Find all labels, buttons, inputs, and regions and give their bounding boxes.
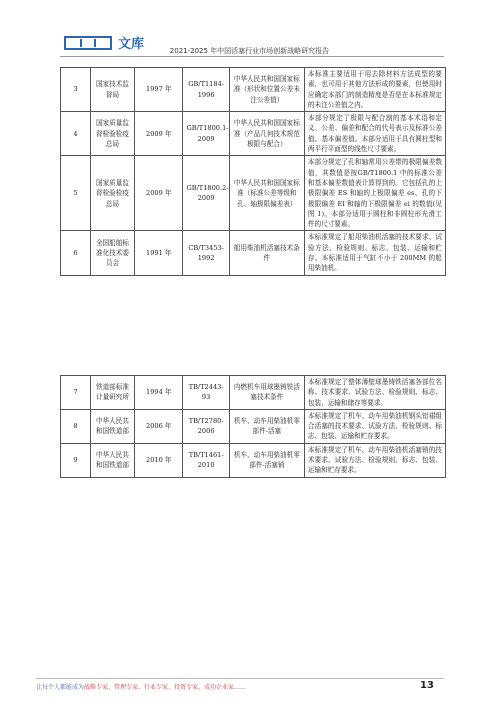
issuing-body: 铁道部标准计量研究所 (90, 376, 134, 410)
table-row (61, 231, 446, 275)
footer-lead: 让每个人都能成为 (36, 684, 85, 691)
standard-code: TB/T1461-2010 (183, 443, 229, 477)
issuing-body: 国家技术监督局 (90, 68, 134, 112)
footer-trail: …… (234, 684, 247, 691)
issuing-body: 中华人民共和国铁道部 (90, 409, 134, 443)
issue-year: 1991 年 (135, 231, 183, 275)
issue-year: 2010 年 (135, 443, 183, 477)
standard-code: GB/T1184-1996 (183, 68, 229, 112)
standard-name: 机车、动车用柴油机零部件-活塞 (229, 409, 304, 443)
standards-table-2 (60, 375, 446, 478)
table-row (61, 156, 446, 231)
issue-year: 2006 年 (135, 409, 183, 443)
table-row (61, 68, 446, 112)
standard-description: 本部分规定了孔和轴常用公差带的极限偏差数值，其数值是按GB/T1800.1 中的标准公差和基本偏差数值表计算得到的。它包括孔的上极限偏差 ES 和轴的上极限偏差 es、孔的下极限偏差 EI 和轴的下极限偏差 ei 的数值(见图 1)。本部分适用于圆柱和非圆柱形光滑工件的尺寸要素。 (304, 156, 445, 231)
row-number: 3 (61, 68, 91, 112)
issue-year: 2009 年 (135, 112, 183, 156)
footer-slogan (36, 682, 246, 691)
standards-table-1 (60, 67, 446, 276)
footer-roles: 战略专家、管理专家、行业专家、投资专家、成功企业家 (84, 684, 235, 691)
table-row (61, 443, 446, 477)
standard-name: 机车、动车用柴油机零部件-活塞销 (229, 443, 304, 477)
row-number: 4 (61, 112, 91, 156)
table-row (61, 409, 446, 443)
issuing-body: 全国船舶标准化技术委员会 (90, 231, 134, 275)
footer-divider (36, 678, 444, 679)
standard-description: 本标准规定了机车、动车用柴油机钢头铝裙组合活塞的技术要求、试验方法、检验规则、标志、包装、运输和贮存要求。 (304, 409, 445, 443)
document-title: 2021-2025 年中国活塞行业市场创新战略研究报告 (169, 47, 330, 55)
standard-name: 中华人民共和国国家标准（产品几何技术规范极限与配合） (229, 112, 304, 156)
page-header (0, 0, 499, 60)
issue-year: 2009 年 (135, 156, 183, 231)
issuing-body: 国家质量监督检验检疫总局 (90, 112, 134, 156)
standard-name: 内燃机车用球墨铸铁活塞技术条件 (229, 376, 304, 410)
standard-description: 本标准规定了船用柴油机活塞的技术要求、试验方法、检验规则、标志、包装、运输和贮存。本标准适用于气缸不小于 200MM 的船用柴油机。 (304, 231, 445, 275)
issuing-body: 中华人民共和国铁道部 (90, 443, 134, 477)
issuing-body: 国家质量监督检验检疫总局 (90, 156, 134, 231)
standard-code: TB/T2780-2006 (183, 409, 229, 443)
standard-name: 中华人民共和国国家标准（标准公差等级和孔、轴极限偏差表） (229, 156, 304, 231)
row-number: 6 (61, 231, 91, 275)
standard-description: 本标准规定了机车、动车用柴油机活塞销的技术要求、试验方法、检验规则、标志、包装、运输和贮存要求。 (304, 443, 445, 477)
row-number: 7 (61, 376, 91, 410)
table-row (61, 376, 446, 410)
row-number: 5 (61, 156, 91, 231)
page-number: 13 (420, 680, 434, 691)
brand-name: 文库 (118, 37, 145, 52)
standard-code: TB/T2443-93 (183, 376, 229, 410)
row-number: 9 (61, 443, 91, 477)
standard-description: 本部分规定了极限与配合制的基本术语和定义、公差、偏差和配合的代号表示及标准公差值、基本偏差值。本部分适用于具有圆柱型和两平行平面型的线性尺寸要素。 (304, 112, 445, 156)
standard-description: 本标准主要适用于用去除材料方法成型的要素，也可用于其他方法形成的要素，但使用时应确定本部门的制造精度是否是在本标准规定的未注公差值之内。 (304, 68, 445, 112)
row-number: 8 (61, 409, 91, 443)
issue-year: 1994 年 (135, 376, 183, 410)
standard-name: 中华人民共和国国家标准（形状和位置公差未注公差值） (229, 68, 304, 112)
standard-code: GB/T1800.2-2009 (183, 156, 229, 231)
table-row (61, 112, 446, 156)
standard-code: GB/T1800.1-2009 (183, 112, 229, 156)
standard-description: 本标准规定了整体薄壁球墨铸铁活塞各部位名称、技术要求、试验方法、检验规则、标志、包装、运输和储存等要求。 (304, 376, 445, 410)
standard-name: 船用柴油机活塞技术条件 (229, 231, 304, 275)
standard-code: CB/T3453-1992 (183, 231, 229, 275)
header-divider (60, 56, 444, 57)
issue-year: 1997 年 (135, 68, 183, 112)
